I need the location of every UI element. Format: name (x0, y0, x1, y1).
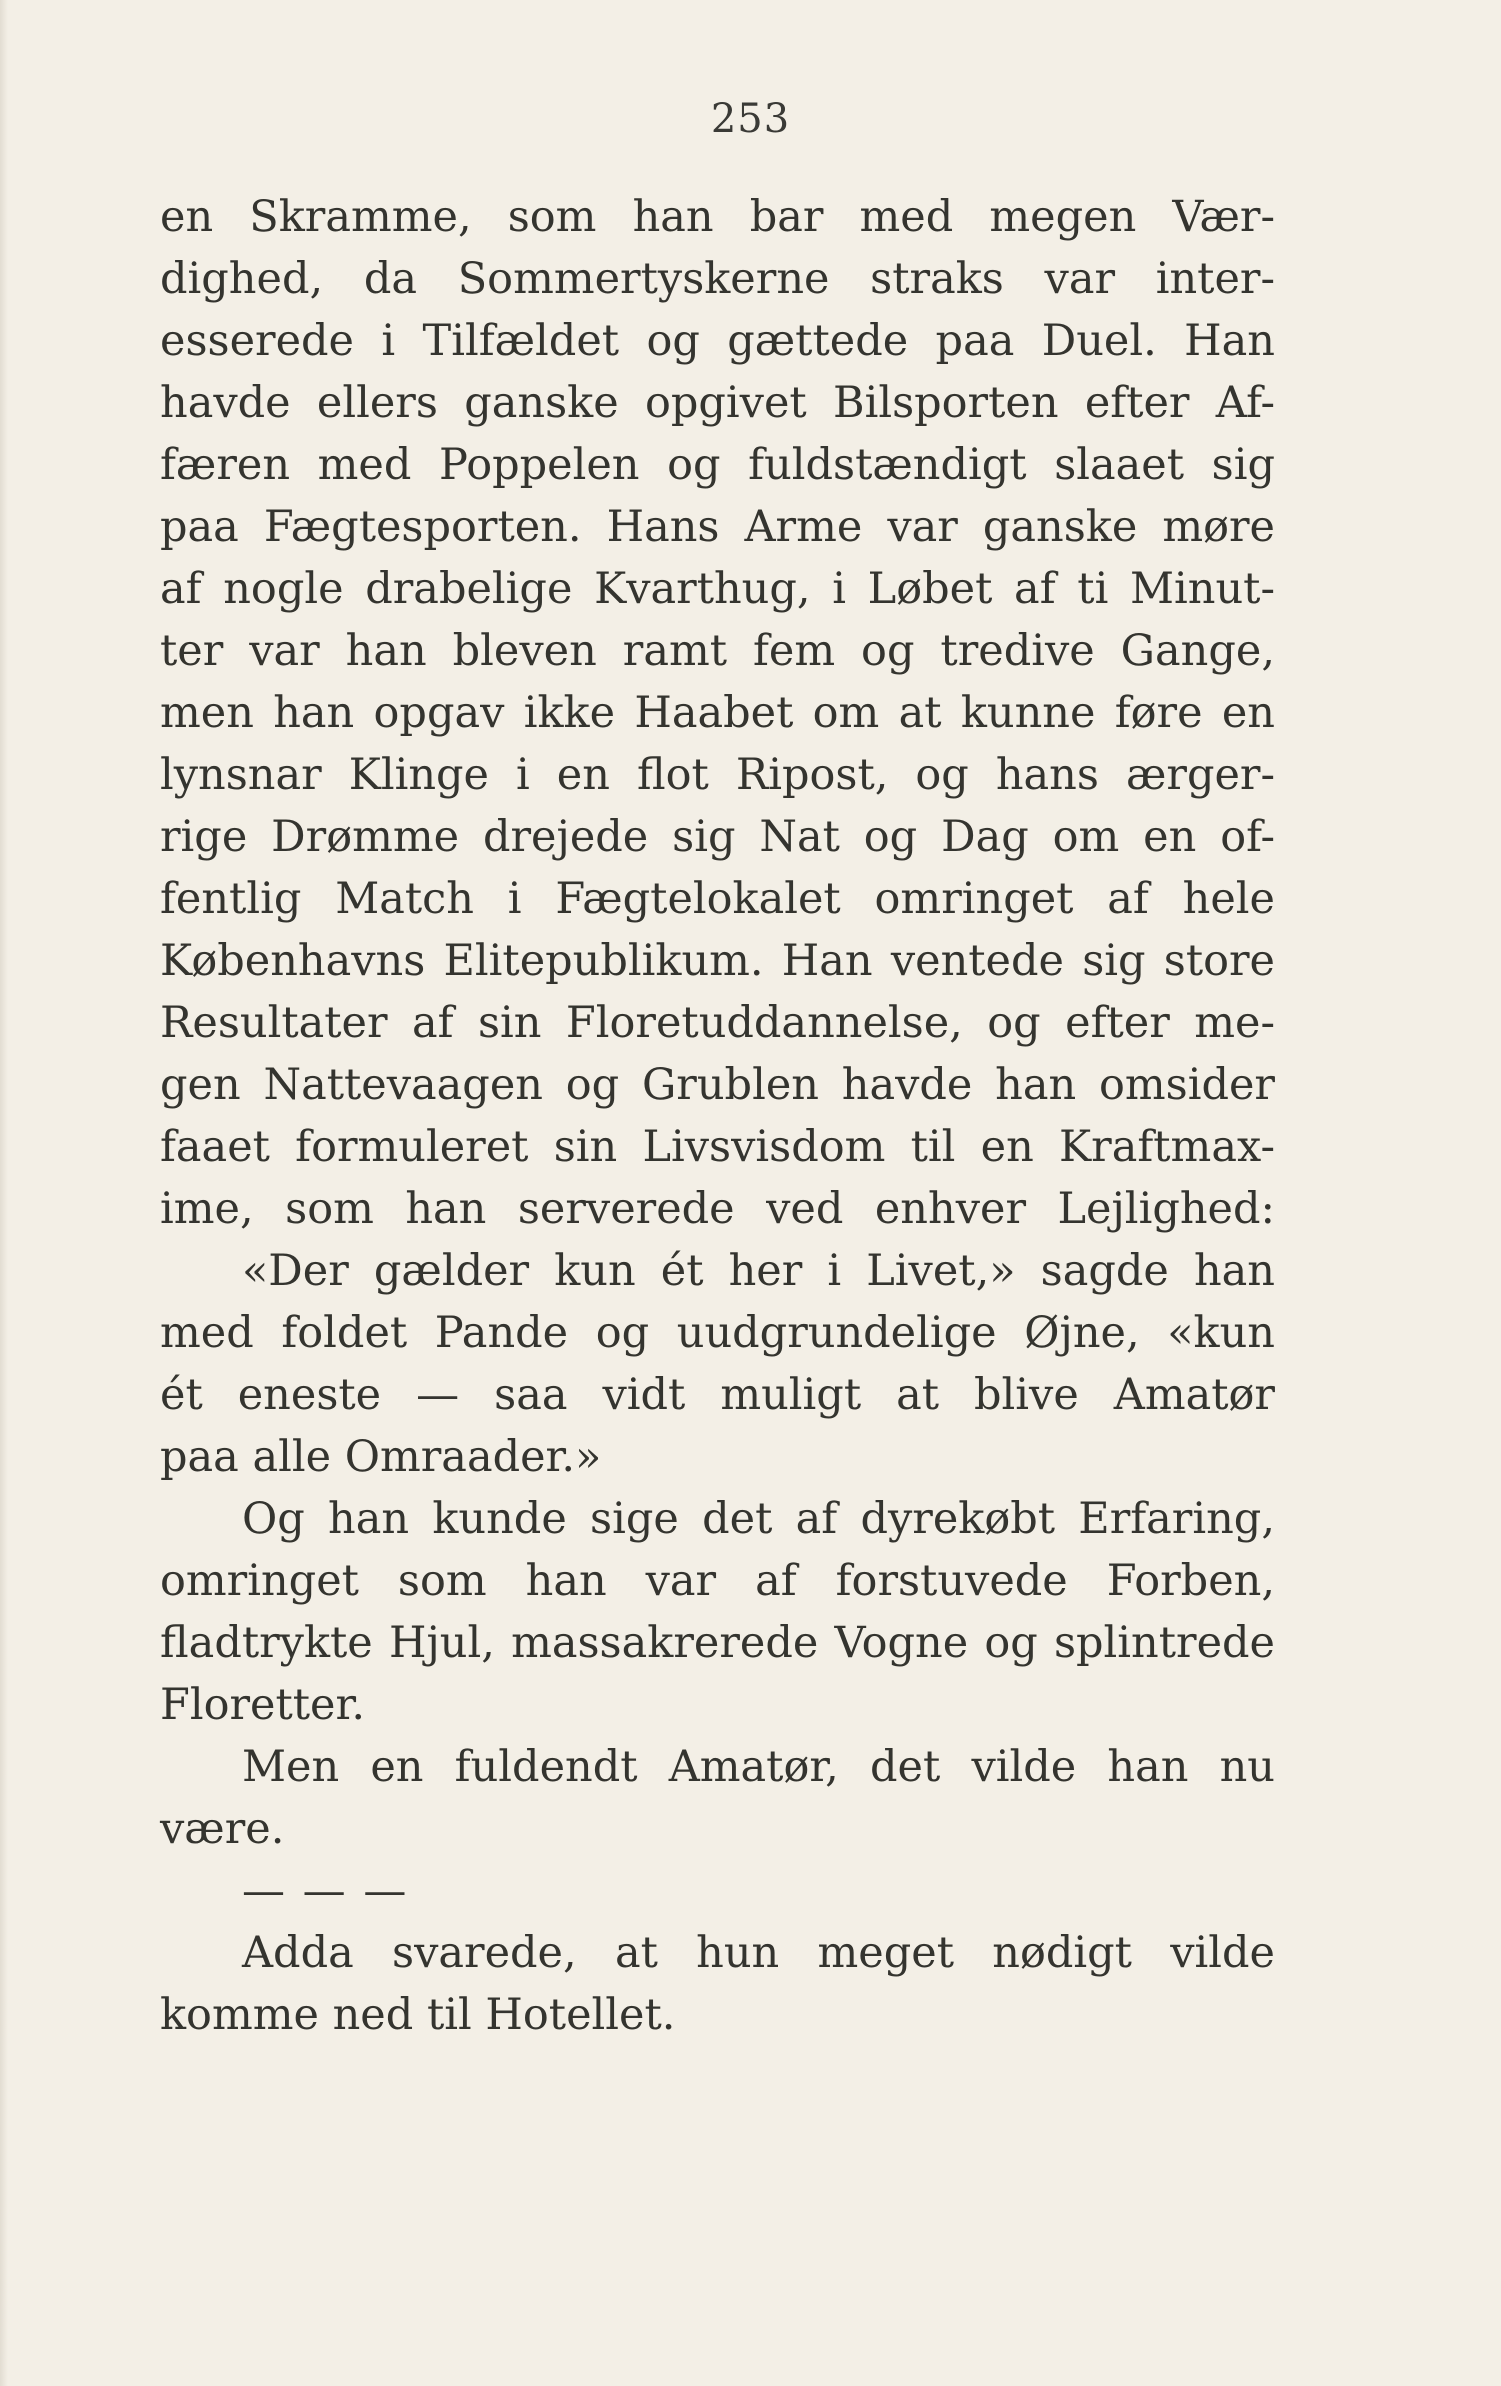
text-line: rige Drømme drejede sig Nat og Dag om en of- (160, 812, 1275, 862)
text-line: esserede i Tilfældet og gættede paa Duel. Han (160, 316, 1275, 366)
text-line: Og han kunde sige det af dyrekøbt Erfaring, (242, 1494, 1275, 1544)
text-line: lynsnar Klinge i en flot Ripost, og hans ærger- (160, 750, 1275, 800)
text-line: fladtrykte Hjul, massakrerede Vogne og splintrede (160, 1618, 1275, 1668)
body-text (160, 186, 1275, 2046)
text-line: færen med Poppelen og fuldstændigt slaaet sig (160, 440, 1275, 490)
section-separator: — — — (242, 1866, 409, 1916)
page-edge (0, 0, 8, 2386)
text-line: ét eneste — saa vidt muligt at blive Amatør (160, 1370, 1275, 1420)
text-line: være. (160, 1804, 285, 1854)
text-line: paa alle Omraader.» (160, 1432, 602, 1482)
text-line: Resultater af sin Floretuddannelse, og efter me- (160, 998, 1275, 1048)
text-line: omringet som han var af forstuvede Forben, (160, 1556, 1275, 1606)
text-line: fentlig Match i Fægtelokalet omringet af hele (160, 874, 1275, 924)
page-number: 253 (710, 96, 791, 142)
text-line: paa Fægtesporten. Hans Arme var ganske møre (160, 502, 1275, 552)
text-line: havde ellers ganske opgivet Bilsporten efter Af- (160, 378, 1275, 428)
text-line: dighed, da Sommertyskerne straks var inter- (160, 254, 1275, 304)
text-line: men han opgav ikke Haabet om at kunne føre en (160, 688, 1275, 738)
text-line: en Skramme, som han bar med megen Vær- (160, 192, 1275, 242)
text-line: med foldet Pande og uudgrundelige Øjne, «kun (160, 1308, 1275, 1358)
text-line: «Der gælder kun ét her i Livet,» sagde han (242, 1246, 1275, 1296)
text-line: Adda svarede, at hun meget nødigt vilde (242, 1928, 1275, 1978)
text-line: komme ned til Hotellet. (160, 1990, 676, 2040)
text-line: Men en fuldendt Amatør, det vilde han nu (242, 1742, 1275, 1792)
text-line: af nogle drabelige Kvarthug, i Løbet af ti Minut- (160, 564, 1275, 614)
text-line: faaet formuleret sin Livsvisdom til en Kraftmax- (160, 1122, 1275, 1172)
text-line: Københavns Elitepublikum. Han ventede sig store (160, 936, 1275, 986)
text-line: ter var han bleven ramt fem og tredive Gange, (160, 626, 1275, 676)
text-line: Floretter. (160, 1680, 365, 1730)
text-line: ime, som han serverede ved enhver Lejlighed: (160, 1184, 1275, 1234)
text-line: gen Nattevaagen og Grublen havde han omsider (160, 1060, 1275, 1110)
